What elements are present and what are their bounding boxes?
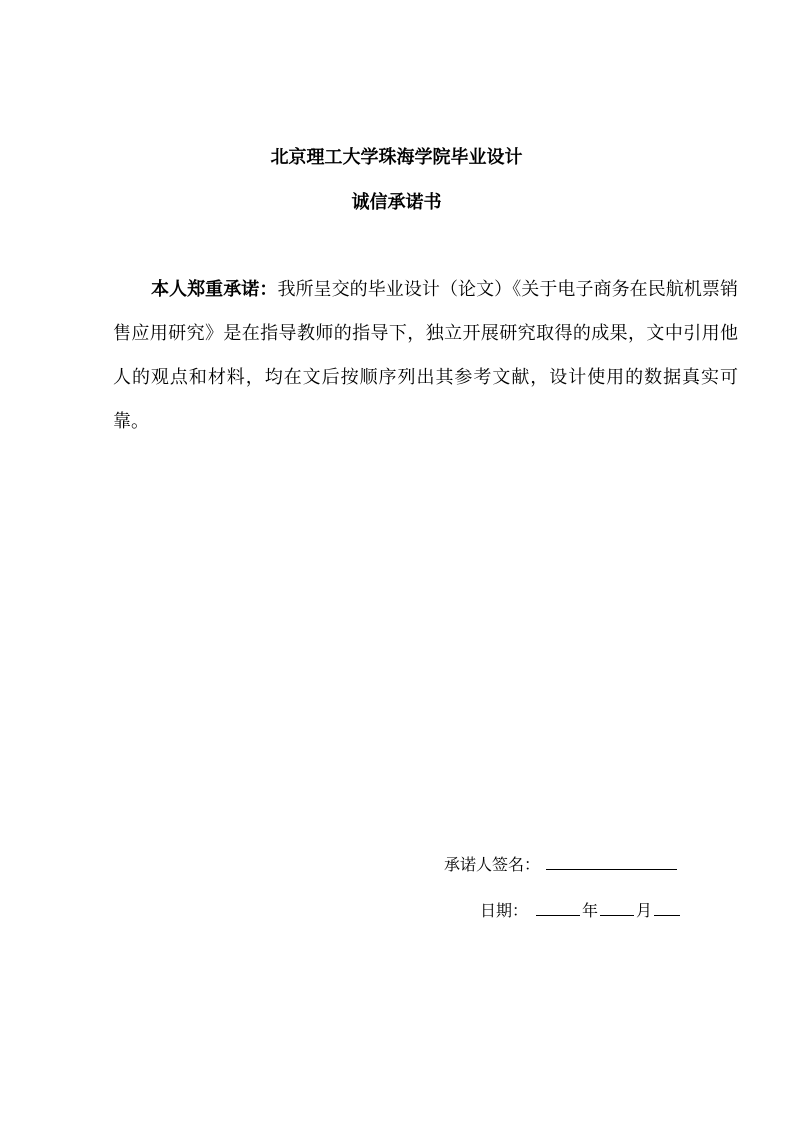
year-blank-line xyxy=(536,898,580,916)
signature-label: 承诺人签名： xyxy=(444,855,541,874)
date-row xyxy=(480,898,680,922)
year-label: 年 xyxy=(582,901,599,920)
pledge-lead: 本人郑重承诺： xyxy=(151,279,278,300)
document-title: 北京理工大学珠海学院毕业设计 xyxy=(270,147,523,168)
month-blank-line xyxy=(600,898,634,916)
day-blank-line xyxy=(654,898,680,916)
month-label: 月 xyxy=(636,901,653,920)
document-subtitle: 诚信承诺书 xyxy=(351,192,442,213)
pledge-paragraph xyxy=(113,268,738,444)
signature-row xyxy=(444,852,677,876)
date-label: 日期： xyxy=(480,901,529,920)
signature-blank-line xyxy=(546,852,677,870)
pledge-text: 我所呈交的毕业设计（论文）《关于电子商务在民航机票销售应用研究》是在指导教师的指导下，独立开展研究取得的成果，文中引用他人的观点和材料，均在文后按顺序列出其参考文献，设计使用的数据真实可靠。 xyxy=(113,279,738,432)
